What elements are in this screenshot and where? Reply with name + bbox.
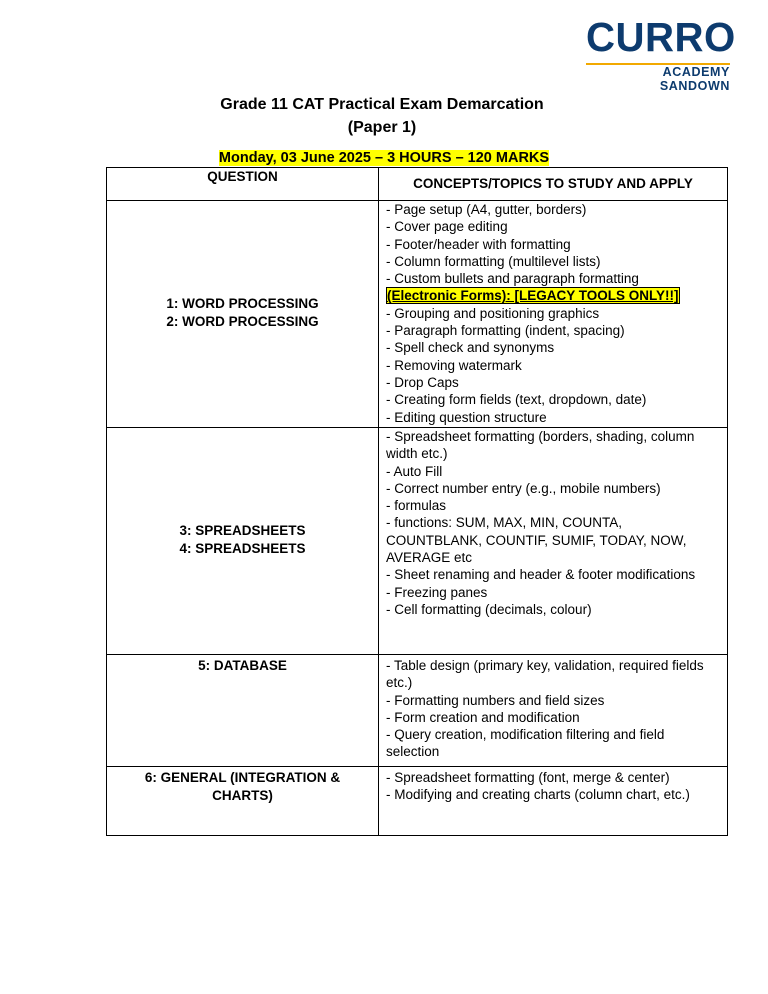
- topic-item: - Modifying and creating charts (column chart, etc.): [386, 787, 690, 803]
- header-concepts: CONCEPTS/TOPICS TO STUDY AND APPLY: [379, 168, 728, 201]
- topics-cell: [379, 201, 728, 428]
- topic-item: - Editing question structure: [386, 409, 547, 425]
- topic-list: [386, 657, 721, 761]
- question-line: 4: SPREADSHEETS: [179, 541, 306, 556]
- topic-item: - Form creation and modification: [386, 709, 580, 725]
- topic-list: [386, 769, 721, 804]
- header-question: QUESTION: [107, 168, 379, 201]
- topic-item: - Creating form fields (text, dropdown, date): [386, 392, 647, 408]
- curro-logo: [586, 16, 736, 93]
- table-row-database: [107, 655, 728, 767]
- topic-item: - Spreadsheet formatting (borders, shading, column width etc.): [386, 429, 695, 462]
- document-title: [160, 93, 604, 139]
- topic-item: - Removing watermark: [386, 357, 522, 373]
- topics-cell: [379, 767, 728, 836]
- table-row-spreadsheets: [107, 428, 728, 655]
- topic-item: - functions: SUM, MAX, MIN, COUNTA, COUNTBLANK, COUNTIF, SUMIF, TODAY, NOW, AVERAGE etc: [386, 515, 687, 566]
- topic-item: - Spell check and synonyms: [386, 340, 555, 356]
- question-cell: [107, 767, 379, 836]
- question-cell: [107, 201, 379, 428]
- table-row-word: [107, 201, 728, 428]
- topic-item: - Spreadsheet formatting (font, merge & center): [386, 770, 670, 785]
- topic-list: [386, 428, 721, 618]
- topic-item: - Cell formatting (decimals, colour): [386, 601, 592, 617]
- question-line: 5: DATABASE: [198, 658, 287, 673]
- question-cell: [107, 655, 379, 767]
- topic-item: - Query creation, modification filtering and field selection: [386, 727, 665, 760]
- topic-item-highlight: [386, 287, 721, 304]
- highlighted-note: (Electronic Forms): [LEGACY TOOLS ONLY!!]: [387, 288, 679, 304]
- question-line: 6: GENERAL (INTEGRATION &: [144, 770, 341, 785]
- demarcation-table: [106, 167, 728, 836]
- question-line: CHARTS): [212, 788, 273, 803]
- topic-item: - Formatting numbers and field sizes: [386, 692, 605, 708]
- topic-item: - Footer/header with formatting: [386, 236, 571, 252]
- topic-item: - Cover page editing: [386, 219, 508, 235]
- topic-item: - Custom bullets and paragraph formatting: [386, 271, 639, 287]
- table-header-row: [107, 168, 728, 201]
- question-line: 3: SPREADSHEETS: [179, 523, 306, 538]
- logo-academy: ACADEMY: [662, 65, 730, 79]
- topic-item: - Auto Fill: [386, 463, 443, 479]
- topic-list: [386, 201, 721, 426]
- topic-item: - Paragraph formatting (indent, spacing): [386, 323, 625, 339]
- question-line: 1: WORD PROCESSING: [166, 296, 319, 311]
- exam-info: [0, 150, 768, 167]
- topic-item: - Correct number entry (e.g., mobile numbers): [386, 480, 661, 496]
- title-line-2: (Paper 1): [347, 119, 417, 136]
- topics-cell: [379, 428, 728, 655]
- topic-item: - Drop Caps: [386, 374, 459, 390]
- title-line-1: Grade 11 CAT Practical Exam Demarcation: [220, 96, 544, 113]
- question-cell: [107, 428, 379, 655]
- exam-info-highlight: Monday, 03 June 2025 – 3 HOURS – 120 MARKS: [218, 150, 550, 166]
- topic-item: - Column formatting (multilevel lists): [386, 253, 601, 269]
- topic-item: - Freezing panes: [386, 584, 488, 600]
- question-line: 2: WORD PROCESSING: [166, 314, 319, 329]
- topic-item: - Page setup (A4, gutter, borders): [386, 202, 587, 217]
- topic-item: - formulas: [386, 498, 447, 514]
- topic-item: - Grouping and positioning graphics: [386, 305, 600, 321]
- topic-item: - Table design (primary key, validation, required fields etc.): [386, 658, 704, 691]
- table-row-general: [107, 767, 728, 836]
- topics-cell: [379, 655, 728, 767]
- topic-item: - Sheet renaming and header & footer modifications: [386, 567, 696, 583]
- logo-sandown: SANDOWN: [659, 79, 730, 93]
- logo-wordmark: CURRO: [586, 14, 736, 60]
